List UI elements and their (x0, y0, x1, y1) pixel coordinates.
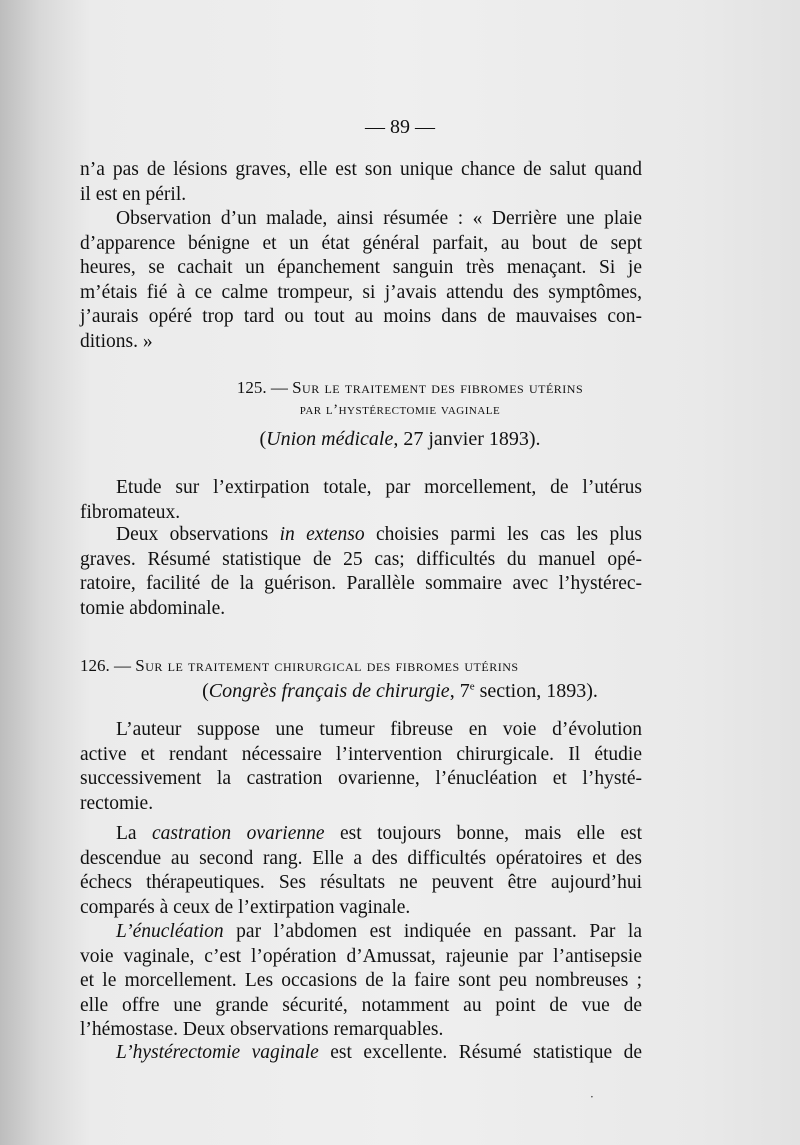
italic-run: L’hystérectomie vaginale (116, 1042, 319, 1063)
text-line: l’hémostase. Deux observations remarquables. (80, 1019, 444, 1040)
section-number: 126. — (80, 656, 131, 675)
text-line: il est en péril. (80, 183, 187, 205)
text-line: successivement la castration ovarienne, l’énucléation et l’hysté- (80, 768, 642, 789)
text-line: L’auteur suppose une tumeur fibreuse en voie d’évolution (116, 719, 642, 740)
paragraph-continuation (80, 158, 642, 207)
paragraph-observation (80, 207, 642, 354)
text-line: Observation d’un malade, ainsi résumée : « Derrière une plaie (116, 208, 642, 229)
section-number: 125. — (236, 378, 288, 397)
section-title-continued: par l’hystérectomie vaginale (299, 402, 501, 418)
text-line: n’a pas de lésions graves, elle est son unique chance de salut quand (80, 159, 642, 180)
text-line: et le morcellement. Les occasions de la faire sont peu nombreuses ; (80, 970, 642, 991)
section-126-paragraph-4 (80, 1041, 642, 1066)
section-126-paragraph-1 (80, 718, 642, 816)
italic-run: L’énucléation (116, 921, 224, 942)
text-run: par l’abdomen est indiquée en passant. Par la (236, 921, 642, 942)
text-line: d’apparence bénigne et un état général parfait, au bout de sept (80, 232, 642, 254)
page-number: — 89 — (365, 116, 435, 138)
source-detail: , 7 (449, 680, 470, 702)
journal-name: Union médicale (266, 428, 394, 450)
text-line: voie vaginale, c’est l’opération d’Amussat, rajeunie par l’antisepsie (80, 945, 642, 967)
superscript: e (469, 680, 475, 693)
section-126-paragraph-2 (80, 822, 642, 920)
section-title: Sur le traitement chirurgical des fibromes utérins (135, 656, 519, 675)
section-125-source: (Union médicale, 27 janvier 1893). (259, 428, 541, 450)
section-title: Sur le traitement des fibromes utérins (292, 378, 584, 397)
text-run: choisies parmi les cas les plus (376, 524, 642, 545)
section-125-paragraph-2 (80, 523, 642, 621)
text-line (80, 822, 642, 847)
text-line: Etude sur l’extirpation totale, par morcellement, de l’utérus (116, 477, 642, 498)
text-line: heures, se cachait un épanchement sanguin très menaçant. Si je (80, 257, 642, 278)
congress-name: Congrès français de chirurgie (208, 680, 450, 702)
text-line: rectomie. (80, 792, 154, 814)
text-line: active et rendant nécessaire l’intervention chirurgicale. Il étudie (80, 743, 642, 765)
text-line: comparés à ceux de l’extirpation vaginale. (80, 896, 411, 918)
text-run: est toujours bonne, mais elle est (340, 823, 643, 844)
source-detail: section, 1893 (474, 680, 587, 702)
text-line: fibromateux. (80, 501, 181, 523)
section-125-heading-line2 (0, 402, 800, 419)
text-line (80, 1041, 642, 1066)
text-run: La (116, 823, 137, 844)
italic-run: in extenso (279, 524, 365, 545)
text-line: échecs thérapeutiques. Ses résultats ne peuvent être aujourd’hui (80, 872, 642, 893)
text-line (80, 920, 642, 945)
section-125-heading (0, 378, 800, 398)
section-125-paragraph-1 (80, 476, 642, 525)
text-line: ditions. » (80, 330, 153, 352)
text-line: ratoire, facilité de la guérison. Parallèle sommaire avec l’hystérec- (80, 573, 642, 594)
text-line: j’aurais opéré trop tard ou tout au moins dans de mauvaises con- (80, 306, 642, 327)
text-line: elle offre une grande sécurité, notamment au point de vue de (80, 994, 642, 1016)
section-126-heading (80, 654, 642, 679)
section-126-paragraph-3 (80, 920, 642, 1043)
text-line: tomie abdominale. (80, 597, 226, 619)
text-line: m’étais fié à ce calme trompeur, si j’avais attendu des symptômes, (80, 281, 642, 303)
section-126-source: (Congrès français de chirurgie, 7e section, 1893). (202, 680, 598, 702)
italic-run: castration ovarienne (152, 823, 325, 844)
text-run: Deux observations (116, 524, 269, 545)
text-line (80, 523, 642, 548)
text-line: descendue au second rang. Elle a des difficultés opératoires et des (80, 847, 642, 869)
text-line: graves. Résumé statistique de 25 cas; difficultés du manuel opé- (80, 548, 642, 570)
journal-date: , 27 janvier 1893 (393, 428, 529, 450)
ink-speck: · (590, 1090, 594, 1104)
text-run: est excellente. Résumé statistique de (330, 1042, 642, 1063)
